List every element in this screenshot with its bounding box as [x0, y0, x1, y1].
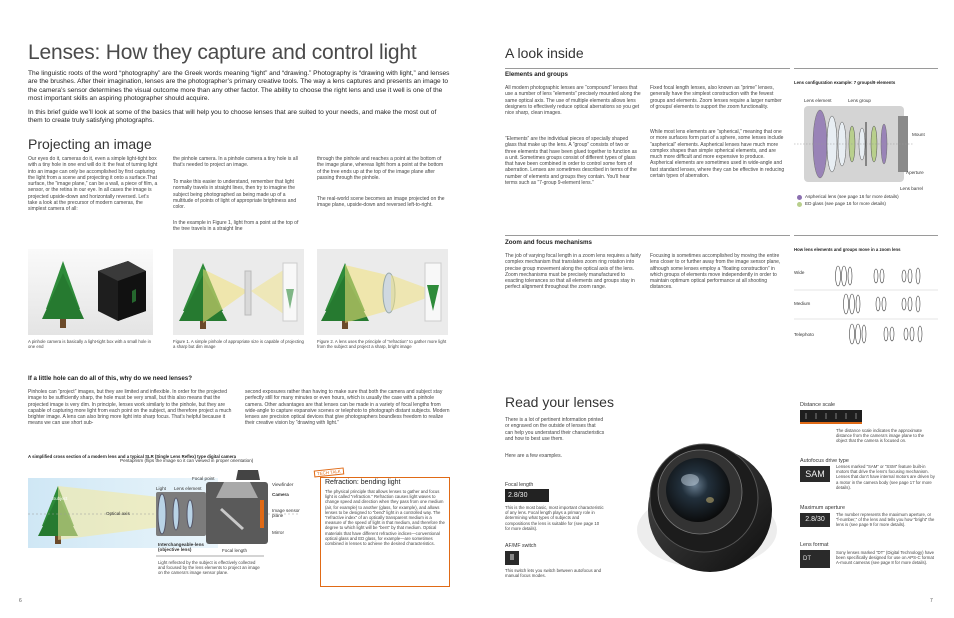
- label-camera: Camera: [272, 492, 289, 497]
- diagram-caption: Light reflected by the subject is effectively collected and focused by the lens elements to project an image on the camera’s image sensor plane.: [158, 560, 260, 576]
- pinhole-figure-photo: [173, 249, 304, 335]
- section-heading-look-inside: A look inside: [505, 45, 584, 61]
- autofocus-body: Lenses marked “SAM” or “SSM” feature built-in motors that drive the lens’s focusing mechanism. Lenses that don’t have internal motors are driven by a motor in the camera body (see page 17 for more details).: [836, 464, 935, 490]
- label-config-aperture: Aperture: [906, 170, 924, 175]
- look-inside-col2a: Fixed focal length lenses, also known as “prime” lenses, generally have the simplest construction with the fewest groups and elements. Zoom lenses require a larger number of groups/ elements to support the zoom functionality.: [650, 85, 782, 110]
- autofocus-sample: [800, 466, 830, 482]
- label-focal-length: Focal length: [222, 548, 248, 553]
- distance-scale-sample: [800, 410, 862, 424]
- legend-ed: ED glass (see page 16 for more details): [805, 201, 886, 206]
- legend-aspherical: Aspherical lens (see page 16 for more details): [805, 194, 899, 199]
- label-light: Light: [156, 486, 166, 491]
- label-config-lens-element: Lens element: [804, 98, 832, 103]
- look-inside-col2b: While most lens elements are “spherical,” meaning that one or more surfaces form part of a sphere, some lenses include “aspherical” elements. Aspherical lenses have much more complex shapes than simple spherical elements, and are much more difficult and more expensive to produce. Aspherical elements are sometimes used in wide-angle and fast standard lenses, where they can be effective in reducing certain types of aberration.: [650, 129, 785, 180]
- refraction-title: Refraction: bending light: [325, 479, 401, 486]
- config-title: Lens configuration example: 7 groups/9 elements: [794, 80, 896, 85]
- intro-paragraph: The linguistic roots of the word “photography” are the Greek words meaning “light” and “drawing.” Photography is “drawing with light,” and lenses are the brushes. After their imagination, lenses are the photographer’s primary creative tools. The way a lens captures and presents an image to the camera’s sensor determines the visual outcome more than any other factor. The ability to choose the right lens and use it well is one of the most important skills an aspiring photographer should acquire.: [28, 70, 450, 103]
- divider-zoom-diagram: [794, 235, 938, 236]
- refraction-body: The physical principle that allows lenses to gather and focus light is called “refraction.” Refraction causes light waves to change speed and direction when they pass from one medium (air, for example) to another (glass, for example), and allows lenses to be designed to “bend” light in a controlled way. The “refractive index” of an optically transparent medium is a measure of the speed of light in that medium, and therefore the degree to which light will be “bent” by that medium. Optical materials that have different refractive indices—conventional optical glass and ED glass, for example—are sometimes combined in lenses to achieve the desired characteristics.: [325, 489, 445, 547]
- subheading-zoom-focus: Zoom and focus mechanisms: [505, 239, 592, 246]
- lens-config-diagram: [794, 92, 938, 190]
- label-wide: Wide: [794, 270, 805, 275]
- label-mirror: Mirror: [272, 530, 284, 535]
- label-config-lens-group: Lens group: [848, 98, 871, 103]
- projecting-col2b: To make this easier to understand, remember that light normally travels in straight lines, then try to imagine the subject being photographed as being made up of a multitude of points of light of appropriate brightness and color.: [173, 179, 297, 211]
- projecting-col3a: through the pinhole and reaches a point at the bottom of the image plane, whereas light from a point at the bottom of the tree ends up at the top of the image plane after passing through the pinhole.: [317, 156, 444, 181]
- label-focal-point: Focal point: [192, 476, 215, 481]
- label-pentaprism: Pentaprism (flips the image so it can viewed in proper orientation): [120, 458, 254, 463]
- legend-ed-swatch: [797, 202, 802, 207]
- lens-figure-photo: [317, 249, 448, 335]
- label-subject: Subject: [52, 496, 68, 501]
- lens-format-title: Lens format: [800, 542, 829, 548]
- zoom-movement-diagram: [794, 258, 938, 348]
- focal-length-value: 2.8/30: [508, 492, 528, 499]
- look-inside-col1b: “Elements” are the individual pieces of specially shaped glass that make up the lens. A “group” consists of two or three elements that have been glued together to function as a unit. Sometimes groups consist of different types of glass that have been combined in order to control some form of aberration. Lenses are sometimes described in terms of the number of elements and groups they contain. You’ll hear terms such as “7-group 9-element lens.”: [505, 136, 638, 187]
- page-number-left: 6: [19, 598, 22, 604]
- page-number-right: 7: [930, 598, 933, 604]
- max-aperture-value: 2.8/30: [805, 516, 825, 523]
- photo-caption-3: Figure 2. A lens uses the principle of “refraction” to gather more light from the subject and project a sharp, bright image: [317, 339, 447, 350]
- divider-elements: [505, 68, 790, 69]
- autofocus-title: Autofocus drive type: [800, 458, 849, 464]
- autofocus-value: SAM: [805, 469, 825, 479]
- intro-paragraph-2: In this brief guide we’ll look at some of the basics that will help you to choose lenses that are suited to your needs, and make the most out of them to create truly satisfying photographs.: [28, 109, 437, 125]
- legend-aspherical-swatch: [797, 195, 802, 200]
- photo-caption-1: A pinhole camera is basically a light-tight box with a small hole in one end: [28, 339, 152, 350]
- lens-format-sample: [800, 550, 830, 568]
- projecting-col2c: In the example in Figure 1, light from a point at the top of the tree travels in a straight line: [173, 220, 299, 233]
- max-aperture-sample: [800, 513, 830, 527]
- page-title: Lenses: How they capture and control light: [28, 41, 417, 64]
- divider-zoom: [505, 235, 790, 236]
- read-lenses-p2: Here are a few examples.: [505, 453, 562, 459]
- focal-length-sample: [505, 489, 549, 502]
- max-aperture-title: Maximum aperture: [800, 505, 845, 511]
- pinhole-box-photo: [28, 249, 153, 335]
- label-lens-element: Lens element: [174, 486, 202, 491]
- subheading-elements-groups: Elements and groups: [505, 71, 568, 78]
- section-heading-projecting: Projecting an image: [28, 136, 152, 152]
- label-config-mount: Mount: [912, 132, 925, 137]
- zoom-diagram-title: How lens elements and groups move in a zoom lens: [794, 247, 901, 252]
- distance-scale-body: The distance scale indicates the approximate distance from the camera’s image plane to the object that the camera is focused on.: [836, 428, 925, 444]
- label-interchangeable-lens: Interchangeable-lens (objective lens): [158, 542, 204, 552]
- section-heading-read-lenses: Read your lenses: [505, 394, 614, 410]
- lens-format-body: Sony lenses marked “DT” (Digital Technology) have been specifically designed for use on APS-C format A-mount cameras (see page 8 for more details).: [836, 550, 935, 566]
- zoom-col2: Focusing is sometimes accomplished by moving the entire lens closer to or further away from the image sensor plane, although some lenses employ a “floating construction” in which groups of elements move independently in order to maintain optimum optical performance at all shooting distances.: [650, 253, 781, 291]
- label-optical-axis: Optical axis: [106, 511, 130, 516]
- focal-length-title: Focal length: [505, 482, 534, 488]
- afmf-body: This switch lets you switch between autofocus and manual focus modes.: [505, 568, 602, 579]
- label-telephoto: Telephoto: [794, 332, 814, 337]
- distance-scale-title: Distance scale: [800, 402, 836, 408]
- label-medium: Medium: [794, 301, 811, 306]
- projecting-col3b: The real-world scene becomes an image projected on the image plane, upside-down and reversed left-to-right.: [317, 196, 445, 209]
- look-inside-col1a: All modern photographic lenses are “compound” lenses that use a number of lens “elements” precisely mounted along the same optical axis. The use of multiple elements allows lens designers to effectively reduce optical aberrations so you get nice sharp, clean images.: [505, 85, 641, 117]
- label-config-lens-barrel: Lens barrel: [900, 186, 923, 191]
- label-image-sensor: Image sensor plane: [272, 508, 300, 518]
- diagram-heading: A simplified cross section of a modern lens and a typical SLR (Single Lens Reflex) type digital camera: [28, 454, 237, 459]
- max-aperture-body: The number represents the maximum aperture, or “f-number,” of the lens and tells you how “bright” the lens is (see page 9 for more details).: [836, 512, 935, 528]
- read-lenses-p1: There is a lot of pertinent information printed or engraved on the outside of lenses that can help you understand their characteristics and how to best use them.: [505, 417, 605, 442]
- photo-caption-2: Figure 1. A simple pinhole of appropriate size is capable of projecting a sharp but dim image: [173, 339, 304, 350]
- little-hole-col1: Pinholes can “project” images, but they are limited and inflexible. In order for the projected image to be sufficiently sharp, the hole must be very small, but this also means that the projected image is very dim. In principle, lenses work similarly to the pinhole, but they are capable of capturing more light from each point on the subject, and therefore project a much brighter image. A lens can also bring more light into sharp focus. That’s helpful because it means we can use short sub-: [28, 389, 232, 427]
- projecting-col1: Our eyes do it, cameras do it, even a simple light-tight box with a tiny hole in one end will do it: the feat of turning light into an image can only be accomplished by first capturing the light from a scene and projecting it onto a surface.That surface, the “image plane,” can be a wall, a piece of film, a sensor, or the retina in our eye. In all cases the image is projected upside-down and horizontally reversed. Let’s take a look at the precursor of modern cameras, the simplest camera of all:: [28, 156, 158, 213]
- divider-config: [794, 68, 938, 69]
- projecting-col2a: the pinhole camera. In a pinhole camera a tiny hole is all that’s needed to project an image.: [173, 156, 298, 169]
- slr-cross-section-diagram: [28, 458, 318, 592]
- tech-talk-badge: TECH TALK: [314, 467, 344, 477]
- focal-length-body: This is the most basic, most important characteristic of any lens. Focal length plays a primary role in determining what types of subjects and compositions the lens is suitable for (see page 10 for more details).: [505, 505, 604, 531]
- little-hole-col2: second exposures rather than having to make sure that both the camera and subject stay perfectly still for many minutes or even hours, which is usually the case with a pinhole camera. Other advantages are that lenses can be made in a variety of focal lengths from wide-angle to capture expansive scenes or telephoto to photograph distant subjects. Modern lenses are precision optical devices that give photographers boundless freedom to realize their creative vision by “drawing with light.”: [245, 389, 450, 427]
- afmf-switch-sample: [505, 551, 519, 565]
- afmf-title: AF/MF switch: [505, 543, 537, 549]
- section-heading-little-hole: If a little hole can do all of this, why do we need lenses?: [28, 375, 192, 382]
- label-viewfinder: Viewfinder: [272, 482, 294, 487]
- lens-photo: [612, 410, 792, 590]
- lens-format-value: DT: [803, 556, 811, 562]
- zoom-col1: The job of varying focal length in a zoom lens requires a fairly complex mechanism that translates zoom ring rotation into precise group movement along the optical axis of the lens. Zoom mechanisms must be precisely manufactured to exacting tolerances so that all elements and groups stay in perfect alignment throughout the zoom range.: [505, 253, 641, 291]
